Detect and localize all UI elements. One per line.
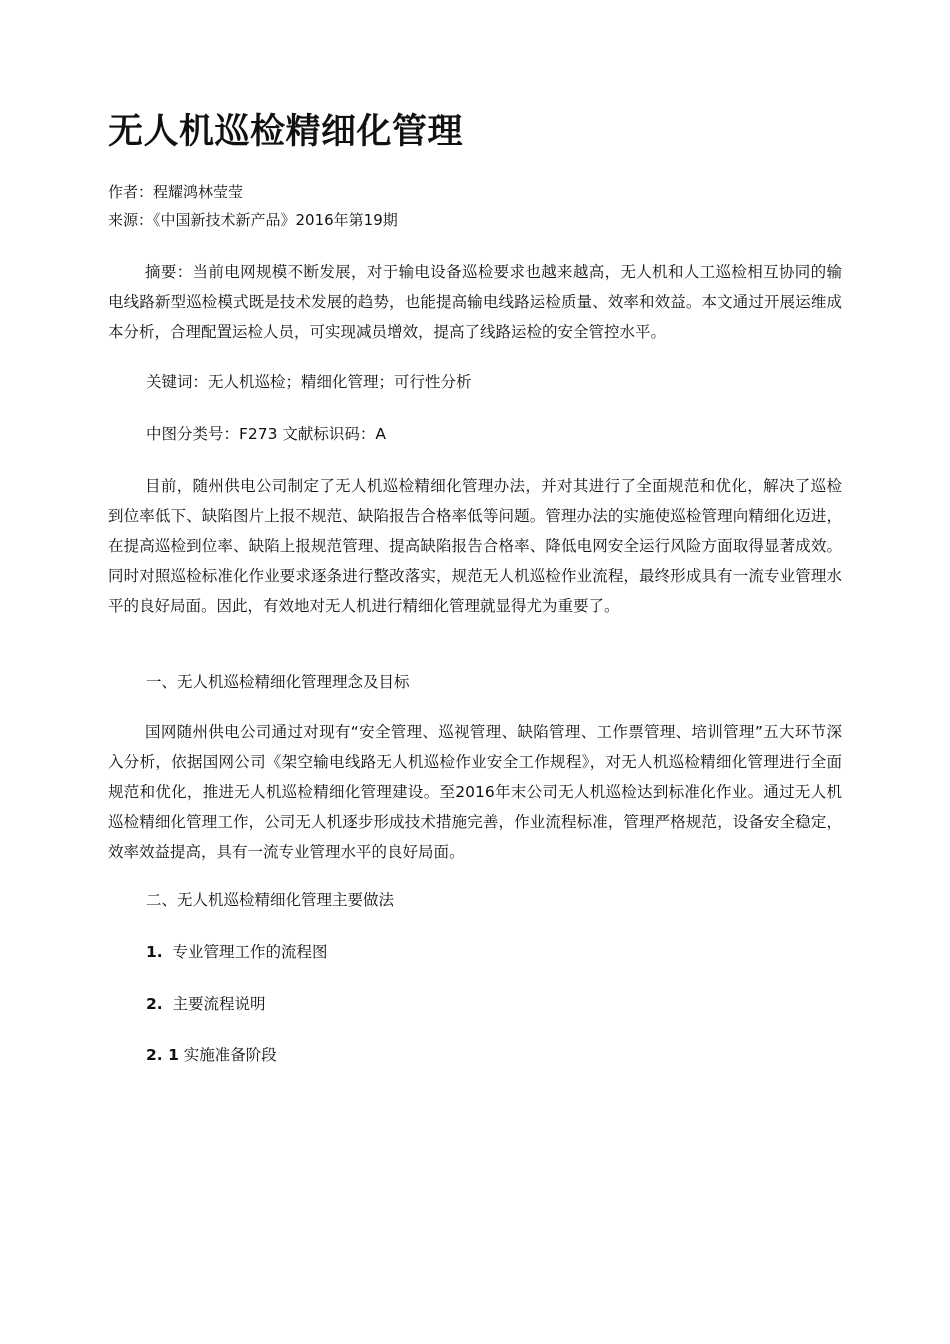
list-item-2-1-number: 2. 1 bbox=[146, 1046, 179, 1064]
list-item-1-text: 专业管理工作的流程图 bbox=[172, 943, 328, 961]
classification-line: 中图分类号：F273 文献标识码：A bbox=[146, 425, 387, 443]
list-item-2 bbox=[146, 991, 266, 1017]
keywords-line: 关键词：无人机巡检；精细化管理；可行性分析 bbox=[146, 373, 472, 391]
section-1-heading: 一、无人机巡检精细化管理理念及目标 bbox=[146, 673, 410, 691]
article-source: 来源：《中国新技术新产品》2016年第19期 bbox=[108, 211, 398, 229]
list-item-2-text: 主要流程说明 bbox=[172, 995, 266, 1013]
abstract-paragraph: 摘要：当前电网规模不断发展，对于输电设备巡检要求也越来越高，无人机和人工巡检相互协同的输电线路新型巡检模式既是技术发展的趋势，也能提高输电线路运检质量、效率和效益。本文通过开展运维成本分析，合理配置运检人员，可实现减员增效，提高了线路运检的安全管控水平。 bbox=[108, 263, 842, 341]
article-author: 作者：程耀鸿林莹莹 bbox=[108, 183, 244, 201]
list-item-1-number: 1. bbox=[146, 943, 163, 961]
list-item-2-1-text: 实施准备阶段 bbox=[183, 1046, 277, 1064]
list-item-2-1 bbox=[146, 1042, 277, 1068]
section-2-heading: 二、无人机巡检精细化管理主要做法 bbox=[146, 891, 395, 909]
intro-paragraph: 目前，随州供电公司制定了无人机巡检精细化管理办法，并对其进行了全面规范和优化，解决了巡检到位率低下、缺陷图片上报不规范、缺陷报告合格率低等问题。管理办法的实施使巡检管理向精细化迈进，在提高巡检到位率、缺陷上报规范管理、提高缺陷报告合格率、降低电网安全运行风险方面取得显著成效。同时对照巡检标准化作业要求逐条进行整改落实，规范无人机巡检作业流程，最终形成具有一流专业管理水平的良好局面。因此，有效地对无人机进行精细化管理就显得尤为重要了。 bbox=[108, 477, 842, 615]
list-item-2-number: 2. bbox=[146, 995, 163, 1013]
section-1-paragraph: 国网随州供电公司通过对现有“安全管理、巡视管理、缺陷管理、工作票管理、培训管理”五大环节深入分析，依据国网公司《架空输电线路无人机巡检作业安全工作规程》，对无人机巡检精细化管理进行全面规范和优化，推进无人机巡检精细化管理建设。至2016年末公司无人机巡检达到标准化作业。通过无人机巡检精细化管理工作，公司无人机逐步形成技术措施完善，作业流程标准，管理严格规范，设备安全稳定，效率效益提高，具有一流专业管理水平的良好局面。 bbox=[108, 723, 842, 861]
article-title: 无人机巡检精细化管理 bbox=[108, 112, 464, 152]
list-item-1 bbox=[146, 939, 328, 965]
